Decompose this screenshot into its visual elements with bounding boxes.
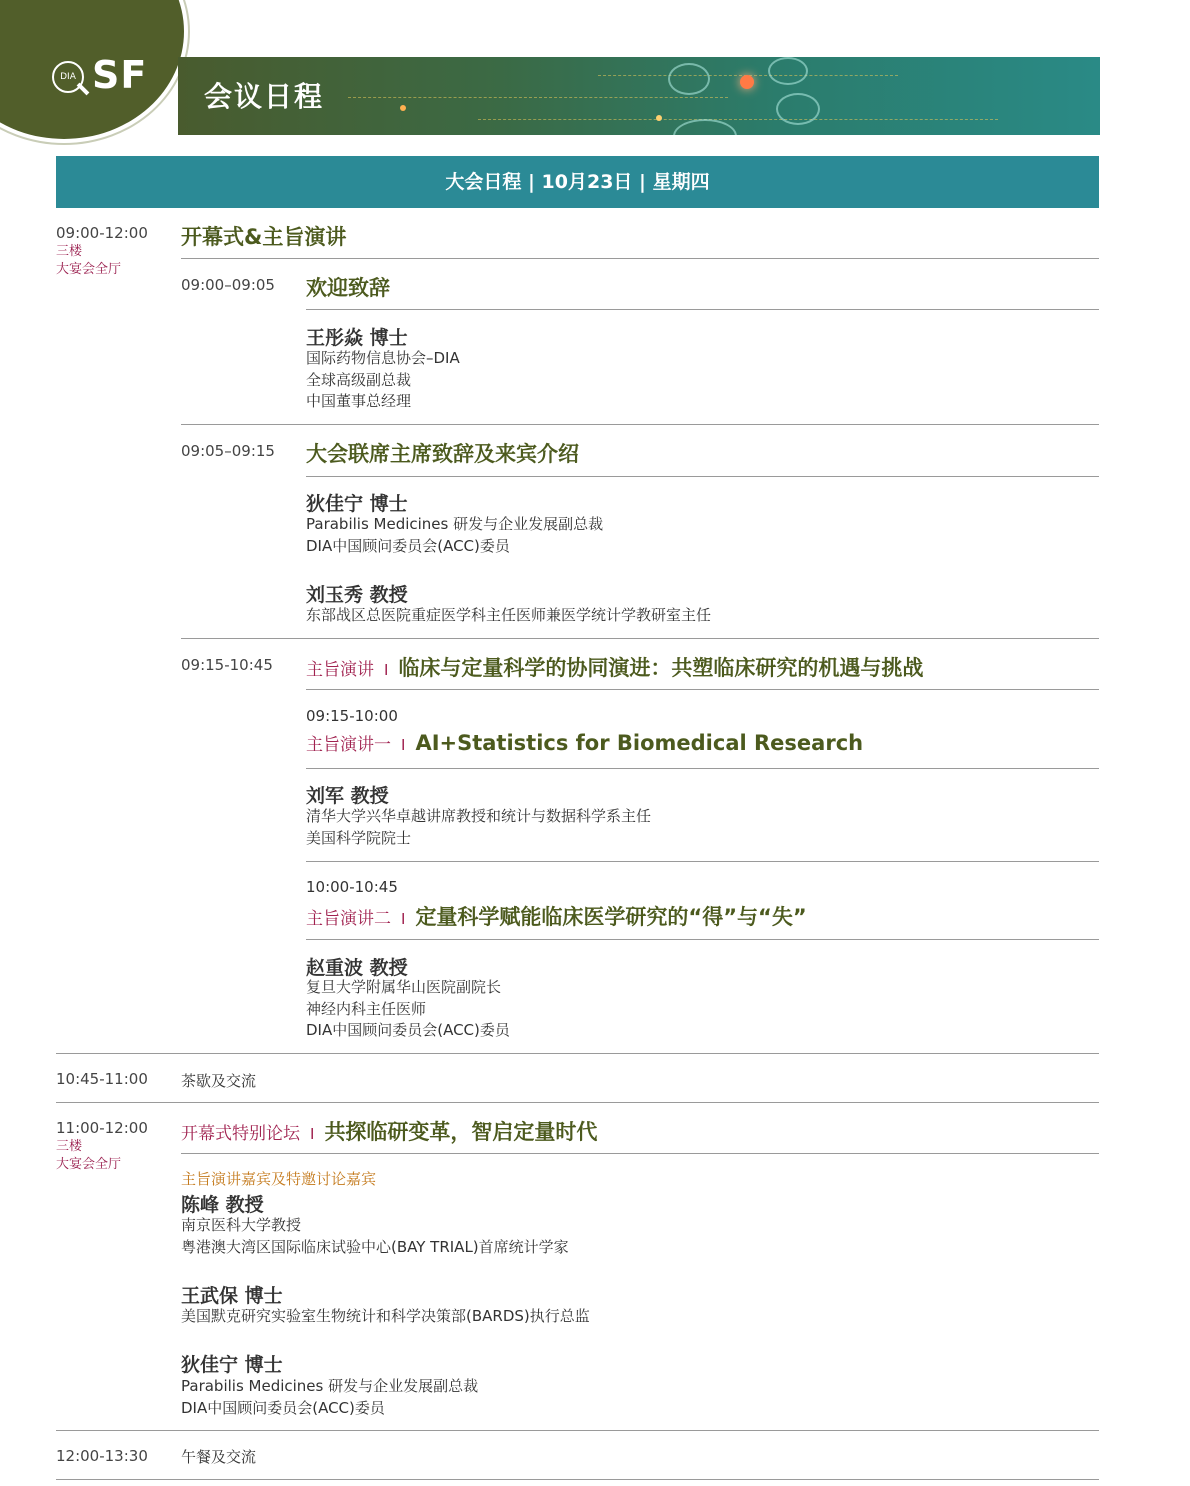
break-time: 12:00-13:30 xyxy=(56,1447,148,1465)
keynote-title: AI+Statistics for Biomedical Research xyxy=(415,731,864,755)
speaker-affiliation xyxy=(306,605,711,627)
separator: I xyxy=(401,910,406,928)
break-time: 10:45-11:00 xyxy=(56,1070,148,1088)
page-title: 会议日程 xyxy=(204,80,325,113)
divider xyxy=(306,476,1099,477)
speaker-name: 陈峰 教授 xyxy=(181,1194,264,1216)
session-title: 开幕式&主旨演讲 xyxy=(181,225,347,249)
speaker-affiliation xyxy=(306,806,651,849)
talk-time: 09:15-10:45 xyxy=(181,656,273,674)
divider xyxy=(56,1102,1099,1103)
divider xyxy=(181,424,1099,425)
day-header: 大会日程 | 10月23日 | 星期四 xyxy=(56,156,1099,208)
divider xyxy=(56,1053,1099,1054)
talk-time: 09:00–09:05 xyxy=(181,276,275,294)
affiliation-line: Parabilis Medicines 研发与企业发展副总裁 xyxy=(306,515,604,533)
divider xyxy=(306,768,1099,769)
forum-label: 开幕式特别论坛 xyxy=(181,1124,300,1144)
speaker-name: 刘军 教授 xyxy=(306,785,389,807)
location-room: 大宴会全厅 xyxy=(56,1157,122,1172)
divider xyxy=(306,689,1099,690)
divider xyxy=(306,861,1099,862)
circuit-line xyxy=(478,119,998,120)
keynote-title: 临床与定量科学的协同演进：共塑临床研究的机遇与挑战 xyxy=(398,656,924,680)
affiliation-line: 中国董事总经理 xyxy=(306,392,412,410)
speaker-name: 狄佳宁 博士 xyxy=(181,1354,283,1376)
divider xyxy=(56,1430,1099,1431)
session-title xyxy=(181,1116,597,1146)
separator: I xyxy=(401,736,406,754)
circle-icon xyxy=(673,119,737,135)
separator: I xyxy=(384,661,389,679)
affiliation-line: DIA中国顾问委员会(ACC)委员 xyxy=(181,1398,385,1417)
affiliation-line: 神经内科主任医师 xyxy=(306,999,427,1018)
device-icon xyxy=(776,93,820,125)
keynote-title-line xyxy=(306,730,863,755)
header-banner xyxy=(178,57,1100,135)
circuit-line xyxy=(348,97,728,98)
speaker-affiliation xyxy=(181,1376,478,1419)
affiliation-line: 清华大学兴华卓越讲席教授和统计与数据科学系主任 xyxy=(306,807,652,825)
divider xyxy=(181,258,1099,259)
location-floor: 三楼 xyxy=(56,1139,83,1154)
chip-icon xyxy=(668,63,710,95)
affiliation-line: 美国科学院院士 xyxy=(306,828,412,847)
affiliation-line: 粤港澳大湾区国际临床试验中心(BAY TRIAL)首席统计学家 xyxy=(181,1237,569,1256)
divider xyxy=(306,309,1099,310)
affiliation-line: 全球高级副总裁 xyxy=(306,370,412,389)
speaker-name: 狄佳宁 博士 xyxy=(306,493,408,515)
glow-dot xyxy=(656,115,662,121)
glow-dot xyxy=(740,75,754,89)
affiliation-line: 美国默克研究实验室生物统计和科学决策部(BARDS)执行总监 xyxy=(181,1307,590,1325)
affiliation-line: 南京医科大学教授 xyxy=(181,1216,302,1234)
glow-dot xyxy=(400,105,406,111)
affiliation-line: DIA中国顾问委员会(ACC)委员 xyxy=(306,536,510,555)
keynote-time: 10:00-10:45 xyxy=(306,878,398,896)
session-location xyxy=(56,243,121,279)
session-time: 11:00-12:00 xyxy=(56,1119,148,1137)
location-room: 大宴会全厅 xyxy=(56,262,122,277)
break-label: 午餐及交流 xyxy=(181,1448,257,1466)
divider xyxy=(56,1479,1099,1480)
speaker-name: 刘玉秀 教授 xyxy=(306,584,408,606)
location-icon xyxy=(768,57,808,85)
affiliation-line: Parabilis Medicines 研发与企业发展副总裁 xyxy=(181,1377,479,1395)
divider xyxy=(181,638,1099,639)
keynote-time: 09:15-10:00 xyxy=(306,707,398,725)
speaker-affiliation xyxy=(181,1306,590,1328)
logo-text: SF xyxy=(92,53,148,97)
keynote-title-line xyxy=(306,901,807,931)
talk-title: 欢迎致辞 xyxy=(306,276,390,300)
keynote-label: 主旨演讲 xyxy=(306,660,374,680)
guests-label: 主旨演讲嘉宾及特邀讨论嘉宾 xyxy=(181,1170,377,1188)
talk-title xyxy=(306,652,923,682)
affiliation-line: 国际药物信息协会–DIA xyxy=(306,349,460,367)
break-label: 茶歇及交流 xyxy=(181,1072,257,1090)
affiliation-line: 复旦大学附属华山医院副院长 xyxy=(306,978,502,996)
affiliation-line: 东部战区总医院重症医学科主任医师兼医学统计学教研室主任 xyxy=(306,606,712,624)
talk-time: 09:05–09:15 xyxy=(181,442,275,460)
keynote-label: 主旨演讲二 xyxy=(306,909,391,929)
speaker-affiliation xyxy=(181,1215,569,1258)
dia-magnifier-icon: DIA xyxy=(52,61,84,93)
talk-title: 大会联席主席致辞及来宾介绍 xyxy=(306,442,579,466)
session-time: 09:00-12:00 xyxy=(56,224,148,242)
separator: I xyxy=(310,1125,315,1143)
location-floor: 三楼 xyxy=(56,244,83,259)
speaker-affiliation xyxy=(306,348,460,413)
affiliation-line: DIA中国顾问委员会(ACC)委员 xyxy=(306,1021,510,1039)
keynote-title: 定量科学赋能临床医学研究的“得”与“失” xyxy=(415,905,807,929)
session-location xyxy=(56,1138,121,1174)
dia-sf-logo xyxy=(52,55,182,105)
speaker-name: 王彤焱 博士 xyxy=(306,327,408,349)
speaker-affiliation xyxy=(306,514,603,557)
speaker-name: 赵重波 教授 xyxy=(306,957,408,979)
forum-title: 共探临研变革，智启定量时代 xyxy=(324,1120,598,1144)
divider xyxy=(306,939,1099,940)
divider xyxy=(181,1153,1099,1154)
speaker-name: 王武保 博士 xyxy=(181,1285,283,1307)
keynote-label: 主旨演讲一 xyxy=(306,735,391,755)
speaker-affiliation xyxy=(306,977,510,1042)
